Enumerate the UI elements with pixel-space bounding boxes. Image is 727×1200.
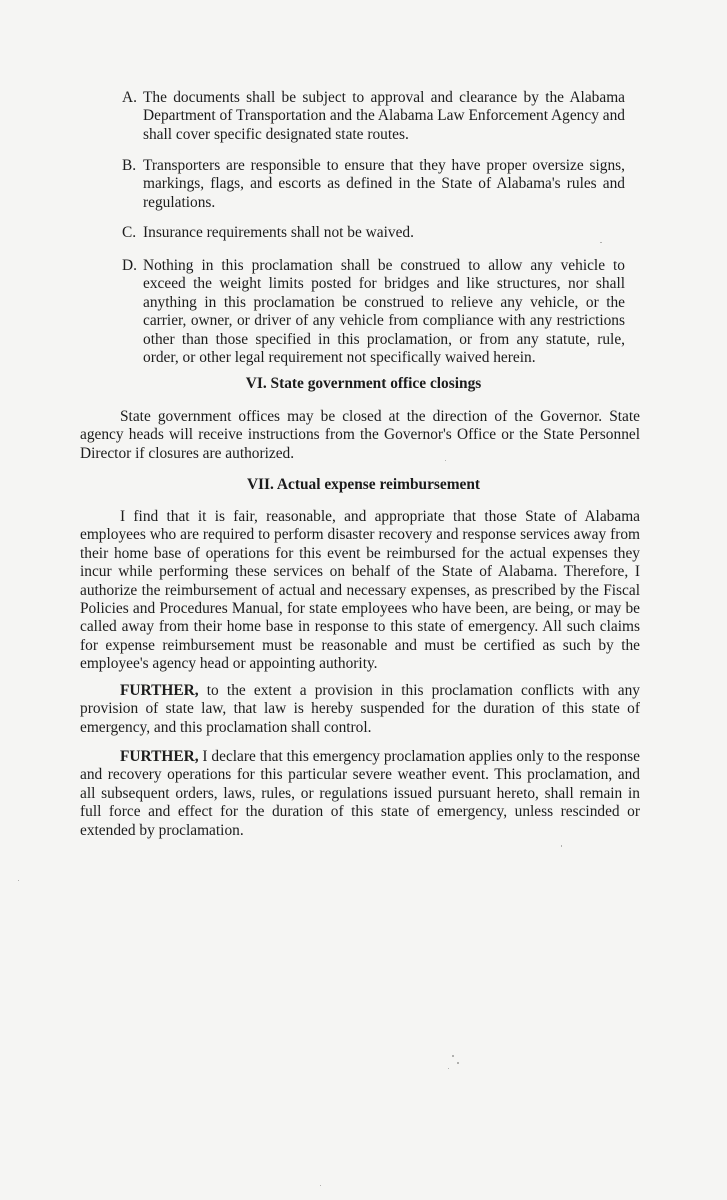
further-body: I declare that this emergency proclamation applies only to the response and recovery operations for this particular severe weather event. This proclamation, and all subsequent orders, laws, rules, or regulations issued pursuant hereto, shall remain in full force and effect for the duration of this state of emergency, unless rescinded or extended by proclamation. (80, 748, 640, 839)
list-marker: D. (122, 257, 137, 274)
list-item-text: The documents shall be subject to approval and clearance by the Alabama Department of Transportation and the Alabama Law Enforcement Agency and shall cover specific designated state routes. (143, 89, 625, 143)
further-body: to the extent a provision in this proclamation conflicts with any provision of state law, that law is hereby suspended for the duration of this state of emergency, and this proclamation shall control. (80, 682, 640, 736)
scan-speck (452, 1055, 454, 1057)
list-item-text: Insurance requirements shall not be waived. (143, 224, 414, 241)
further-lead: FURTHER, (120, 682, 199, 699)
section-6-heading: VI. State government office closings (245, 375, 482, 392)
scan-speck (561, 845, 562, 847)
scan-speck (445, 460, 446, 461)
further-paragraph-2 (80, 748, 640, 840)
list-marker: C. (122, 224, 137, 241)
scan-speck (320, 1185, 321, 1186)
list-item-text: Transporters are responsible to ensure that they have proper oversize signs, markings, flags, and escorts as defined in the State of Alabama's rules and regulations. (143, 157, 625, 211)
scan-speck (457, 1062, 459, 1064)
scan-speck (18, 880, 19, 881)
further-paragraph-1 (80, 682, 640, 737)
section-7-heading: VII. Actual expense reimbursement (246, 476, 481, 493)
scan-speck (448, 1068, 449, 1069)
list-item-text: Nothing in this proclamation shall be construed to allow any vehicle to exceed the weight limits posted for bridges and like structures, nor shall anything in this proclamation be construed to relieve any vehicle, or the carrier, owner, or driver of any vehicle from compliance with any restrictions other than those specified in this proclamation, or from any statute, rule, order, or other legal requirement not specifically waived herein. (143, 257, 625, 367)
further-lead: FURTHER, (120, 748, 199, 765)
list-marker: B. (122, 157, 137, 174)
section-7-body: I find that it is fair, reasonable, and appropriate that those State of Alabama employees who are required to perform disaster recovery and response services away from their home base of operations for this event be reimbursed for the actual expenses they incur while performing these services on behalf of the State of Alabama. Therefore, I authorize the reimbursement of actual and necessary expenses, as prescribed by the Fiscal Policies and Procedures Manual, for state employees who have been, are being, or may be called away from their home base in response to this state of emergency. All such claims for expense reimbursement must be reasonable and must be certified as such by the employee's agency head or appointing authority. (80, 508, 640, 673)
list-marker: A. (122, 89, 137, 106)
section-6-body: State government offices may be closed at the direction of the Governor. State agency heads will receive instructions from the Governor's Office or the State Personnel Director if closures are authorized. (80, 408, 640, 462)
scan-speck (600, 242, 602, 243)
